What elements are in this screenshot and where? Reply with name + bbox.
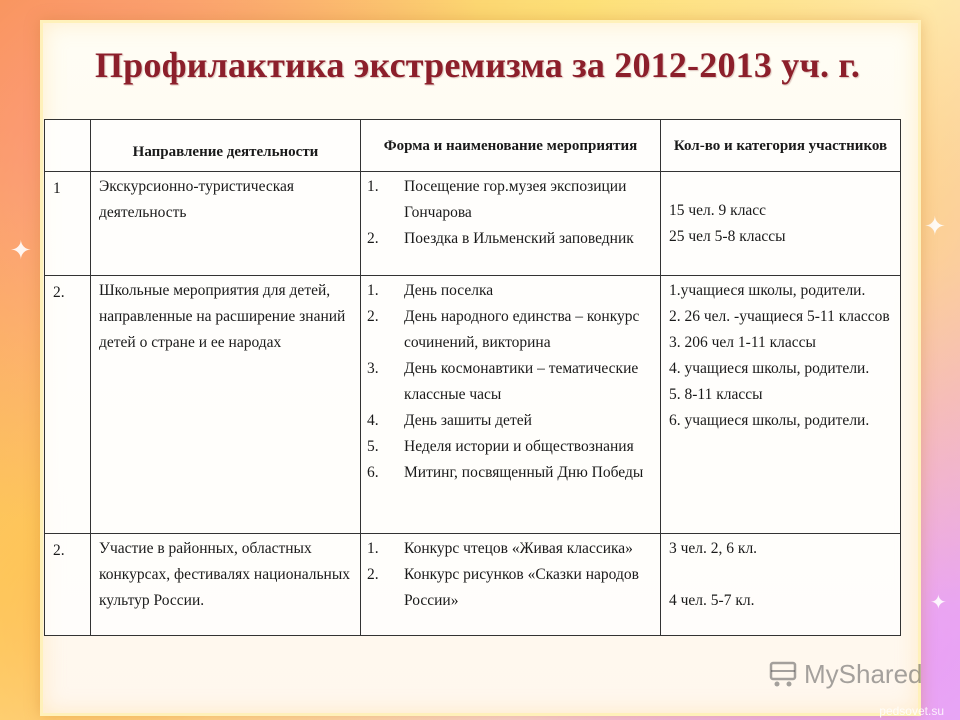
watermark-text: MyShared [804,658,923,689]
header-number [45,120,91,172]
list-item: 2. День народного единства – конкурс сочинений, викторина [367,308,640,351]
shopping-cart-icon [768,660,798,688]
row-number: 2. [45,276,91,534]
list-item: 4. День зашиты детей [367,412,532,429]
row-events [361,172,661,276]
row-number: 2. [45,534,91,636]
table-row [45,534,901,636]
list-item: 3. День космонавтики – тематические классные часы [367,360,639,403]
participants-line: 3 чел. 2, 6 кл. [669,540,758,557]
participants-line: 5. 8-11 классы [669,386,763,403]
slide-title: Профилактика экстремизма за 2012-2013 уч. г. [94,45,861,85]
site-label: pedsovet.su [879,704,944,718]
participants-line: 4 чел. 5-7 кл. [669,592,755,609]
list-item: 6. Митинг, посвященный Дню Победы [367,464,644,481]
participants-line: 3. 206 чел 1-11 классы [669,334,816,351]
watermark-logo [768,656,923,692]
row-events [361,534,661,636]
sparkle-icon: ✦ [924,212,946,241]
list-item: 1. Конкурс чтецов «Живая классика» [367,540,633,557]
list-item: 5. Неделя истории и обществознания [367,438,634,455]
list-item: 2. Конкурс рисунков «Сказки народов России» [367,566,639,609]
participants-line: 4. учащиеся школы, родители. [669,360,870,377]
row-participants [661,172,901,276]
list-item: 1. Посещение гор.музея экспозиции Гончарова [367,178,627,221]
participants-line: 6. учащиеся школы, родители. [669,412,870,429]
table-row [45,276,901,534]
sparkle-icon: ✦ [930,592,947,614]
list-item: 2. Поездка в Ильменский заповедник [367,230,634,247]
row-participants [661,534,901,636]
participants-line: 25 чел 5-8 классы [669,228,786,245]
row-direction: Участие в районных, областных конкурсах, фестивалях национальных культур России. [91,534,361,636]
row-participants [661,276,901,534]
participants-line: 1.учащиеся школы, родители. [669,282,866,299]
participants-line: 15 чел. 9 класс [669,202,767,219]
header-direction: Направление деятельности [91,120,361,172]
row-direction: Школьные мероприятия для детей, направленные на расширение знаний детей о стране и ее народах [91,276,361,534]
row-direction: Экскурсионно-туристическая деятельность [91,172,361,276]
header-event-form: Форма и наименование мероприятия [361,120,661,172]
table-row [45,172,901,276]
participants-line: 2. 26 чел. -учащиеся 5-11 классов [669,308,890,325]
sparkle-icon: ✦ [10,236,32,265]
table-header-row [45,120,901,172]
activities-table [44,119,901,636]
header-participants: Кол-во и категория участников [661,120,901,172]
row-events [361,276,661,534]
row-number: 1 [45,172,91,276]
list-item: 1. День поселка [367,282,494,299]
